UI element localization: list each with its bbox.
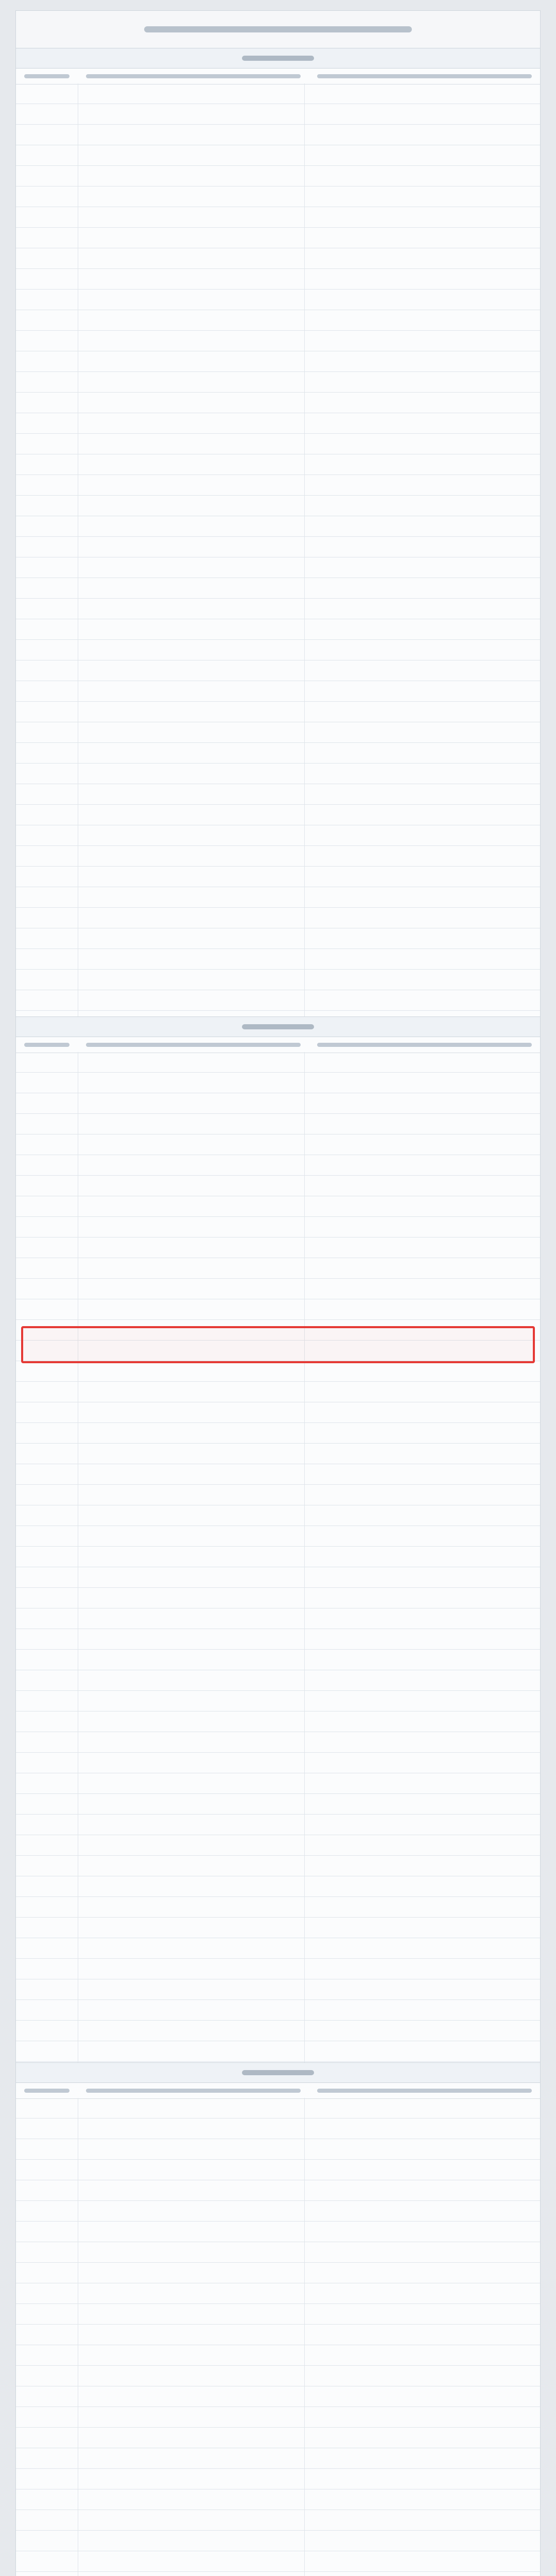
column-1-placeholder — [24, 1043, 70, 1047]
title-placeholder — [144, 26, 412, 32]
column-3-placeholder — [317, 2089, 532, 2093]
section-1 — [16, 48, 540, 1017]
section-3-head — [16, 2063, 540, 2083]
highlighted-row — [21, 1326, 535, 1363]
section-2-title-placeholder — [242, 1024, 314, 1029]
column-2-placeholder — [86, 2089, 301, 2093]
section-2 — [16, 1016, 540, 2063]
section-3-title-placeholder — [242, 2070, 314, 2075]
column-3-placeholder — [317, 74, 532, 78]
column-2-placeholder — [86, 74, 301, 78]
section-2-rows — [16, 1052, 540, 2063]
section-3-rows — [16, 2098, 540, 2576]
document-page — [15, 10, 541, 2576]
section-1-rows — [16, 83, 540, 1017]
section-1-head — [16, 48, 540, 69]
document-header — [16, 11, 540, 48]
section-3 — [16, 2062, 540, 2576]
column-2-placeholder — [86, 1043, 301, 1047]
section-1-column-header — [16, 69, 540, 84]
column-3-placeholder — [317, 1043, 532, 1047]
section-1-title-placeholder — [242, 56, 314, 61]
column-1-placeholder — [24, 74, 70, 78]
column-1-placeholder — [24, 2089, 70, 2093]
section-2-head — [16, 1017, 540, 1037]
section-2-column-header — [16, 1037, 540, 1053]
section-3-column-header — [16, 2083, 540, 2099]
